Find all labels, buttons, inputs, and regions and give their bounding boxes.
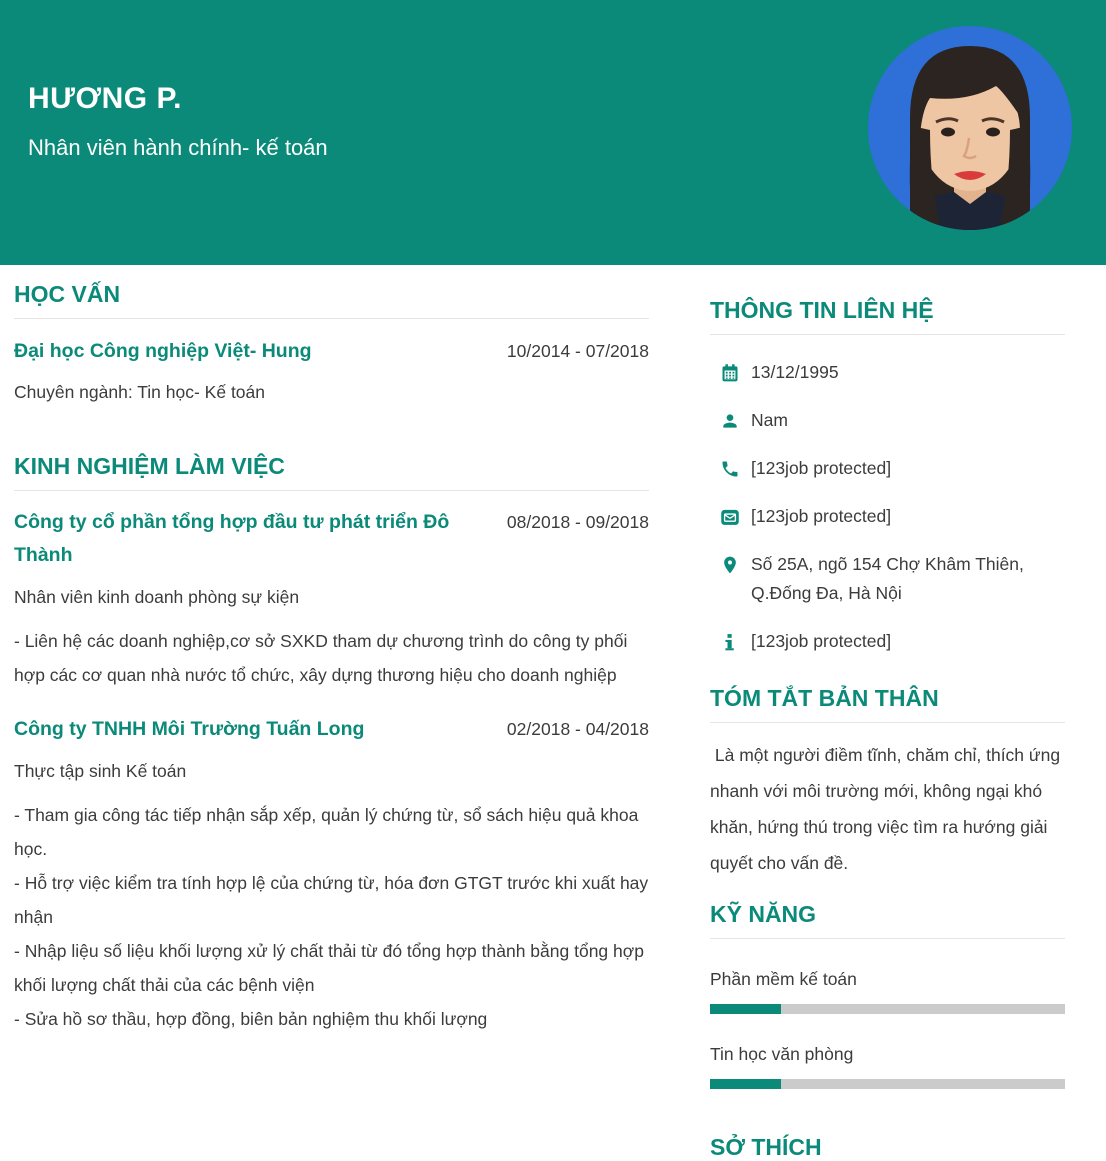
birthday-value: 13/12/1995 (751, 362, 839, 382)
main-column (14, 265, 649, 1161)
skill-bar-fill (710, 1079, 781, 1089)
phone-icon (720, 458, 740, 480)
location-icon (720, 554, 740, 576)
job-bullet: - Tham gia công tác tiếp nhận sắp xếp, quản lý chứng từ, sổ sách hiệu quả khoa học. (14, 805, 639, 859)
job-bullet: - Nhập liệu số liệu khối lượng xử lý chất thải từ đó tổng hợp thành bằng tổng hợp khối lượng chất thải của các bệnh viện (14, 941, 644, 995)
job-dates: 08/2018 - 09/2018 (506, 512, 649, 532)
hobbies-heading: SỞ THÍCH (710, 1134, 822, 1160)
candidate-job-title: Nhân viên hành chính- kế toán (28, 135, 328, 160)
contact-row-other (710, 627, 1065, 656)
job-dates: 02/2018 - 04/2018 (506, 719, 649, 739)
contact-list (710, 358, 1065, 656)
divider (710, 334, 1065, 335)
job-bullet: - Hỗ trợ việc kiểm tra tính hợp lệ của chứng từ, hóa đơn GTGT trước khi xuất hay nhận (14, 873, 649, 927)
section-education (14, 280, 649, 409)
phone-value: [123job protected] (751, 458, 892, 478)
other-contact-value: [123job protected] (751, 631, 892, 651)
job-role: Nhân viên kinh doanh phòng sự kiện (14, 587, 300, 607)
experience-item (14, 713, 649, 1036)
divider (710, 938, 1065, 939)
section-hobbies (710, 1133, 1065, 1161)
header-banner (0, 0, 1106, 265)
info-icon (720, 631, 740, 653)
education-item (14, 335, 649, 409)
company-name: Công ty TNHH Môi Trường Tuấn Long (14, 718, 365, 740)
skill-item (710, 965, 1065, 1014)
summary-text: Là một người điềm tĩnh, chăm chỉ, thích ứng nhanh với môi trường mới, không ngại khó khăn, hứng thú trong việc tìm ra hướng giải quyết cho vấn đề. (710, 745, 1065, 873)
experience-item (14, 506, 649, 692)
avatar (868, 26, 1072, 230)
divider (14, 318, 649, 319)
skill-bar-track (710, 1004, 1065, 1014)
section-experience (14, 452, 649, 1036)
sidebar-column (710, 265, 1065, 1161)
contact-row-address (710, 550, 1065, 608)
skill-bar-fill (710, 1004, 781, 1014)
contact-row-phone (710, 454, 1065, 483)
divider (710, 722, 1065, 723)
calendar-icon (720, 362, 740, 384)
school-name: Đại học Công nghiệp Việt- Hung (14, 340, 312, 362)
skill-item (710, 1040, 1065, 1089)
email-value: [123job protected] (751, 506, 892, 526)
contact-heading: THÔNG TIN LIÊN HỆ (710, 297, 934, 323)
address-value: Số 25A, ngõ 154 Chợ Khâm Thiên, Q.Đống Đa, Hà Nội (751, 554, 1024, 603)
section-summary (710, 684, 1065, 881)
portrait-photo-illustration (868, 26, 1072, 230)
job-role: Thực tập sinh Kế toán (14, 761, 187, 781)
contact-row-birthday (710, 358, 1065, 387)
skill-label: Phần mềm kế toán (710, 969, 857, 989)
section-skills (710, 900, 1065, 1089)
job-bullet: - Liên hệ các doanh nghiệp,cơ sở SXKD tham dự chương trình do công ty phối hợp các cơ quan nhà nước tổ chức, xây dựng thương hiệu cho doanh nghiệp (14, 631, 628, 685)
gender-value: Nam (751, 410, 788, 430)
summary-heading: TÓM TẮT BẢN THÂN (710, 685, 939, 711)
skill-label: Tin học văn phòng (710, 1044, 854, 1064)
divider (14, 490, 649, 491)
person-icon (720, 410, 740, 432)
job-bullet: - Sửa hồ sơ thầu, hợp đồng, biên bản nghiệm thu khối lượng (14, 1009, 488, 1029)
candidate-name: HƯƠNG P. (28, 82, 182, 115)
contact-row-gender (710, 406, 1065, 435)
section-contact (710, 296, 1065, 656)
education-major: Chuyên ngành: Tin học- Kế toán (14, 382, 266, 402)
company-name: Công ty cổ phần tổng hợp đầu tư phát triển Đô Thành (14, 511, 450, 566)
experience-heading: KINH NGHIỆM LÀM VIỆC (14, 453, 285, 479)
education-heading: HỌC VẤN (14, 281, 121, 307)
email-icon (720, 506, 740, 528)
skill-bar-track (710, 1079, 1065, 1089)
education-dates: 10/2014 - 07/2018 (506, 341, 649, 361)
contact-row-email (710, 502, 1065, 531)
skills-heading: KỸ NĂNG (710, 901, 817, 927)
